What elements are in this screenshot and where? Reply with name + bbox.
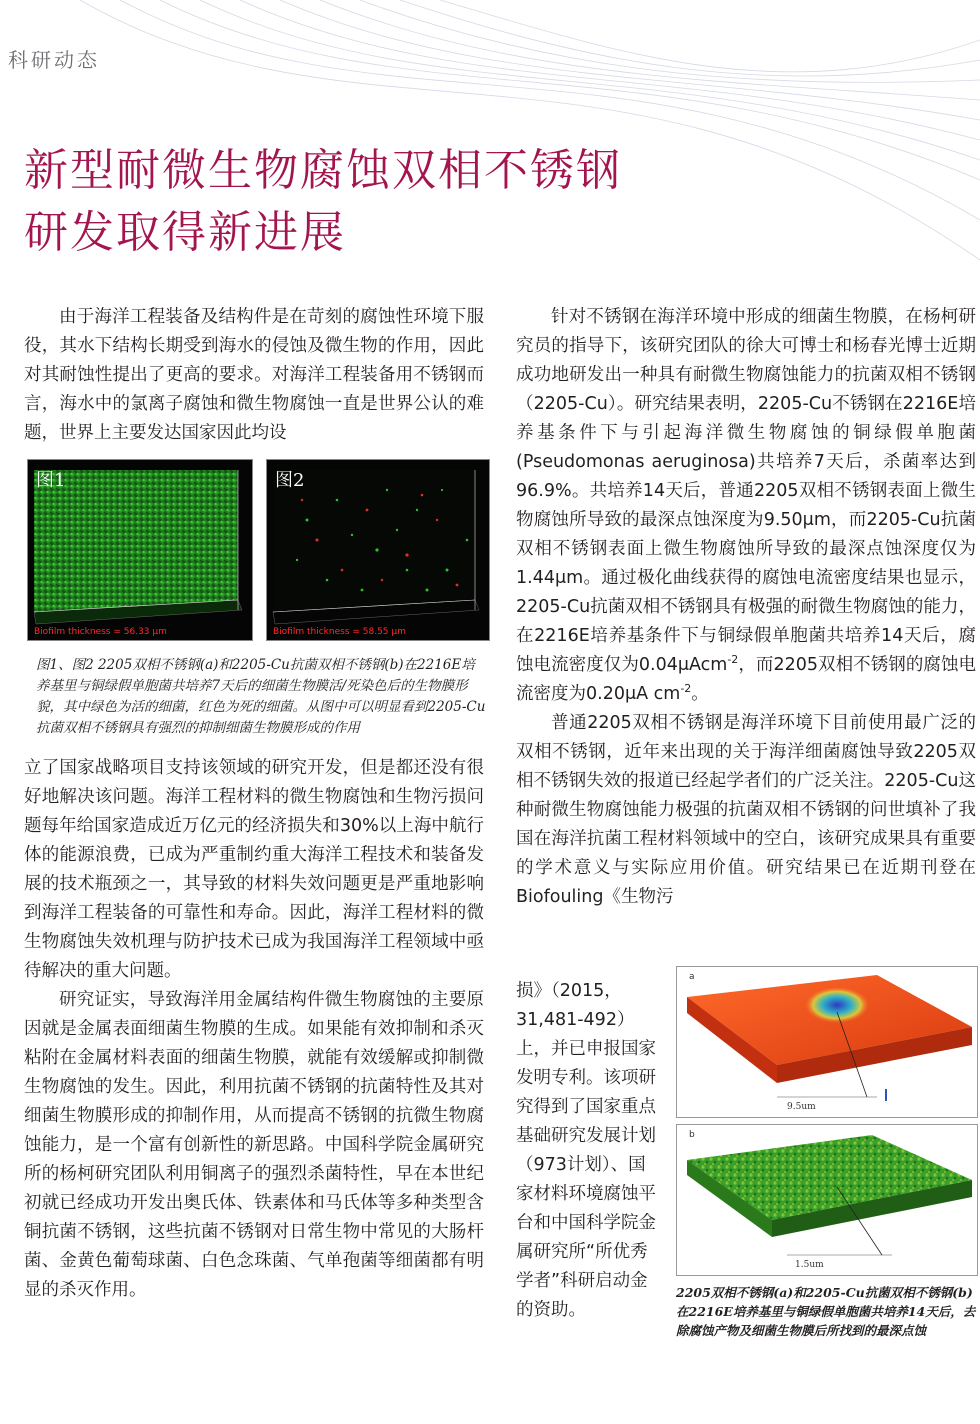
superscript: -2 [727,653,739,667]
paragraph-text: 。 [691,684,709,704]
paragraph: 普通2205双相不锈钢是海洋环境下目前使用最广泛的双相不锈钢，近年来出现的关于海洋细菌腐蚀导致2205双相不锈钢失效的报道已经起学者们的广泛关注。2205-Cu这种耐微生物腐蚀能力极强的抗菌双相不锈钢的问世填补了我国在海洋抗菌工程材料领域中的空白，该研究成果具有重要的学术意义与实际应用价值。研究结果已在近期刊登在Biofouling《生物污 [516,713,976,907]
left-column-bottom [24,754,484,1305]
figure-2-thickness: Biofilm thickness = 58.55 µm [273,627,406,637]
article-title [24,140,622,264]
figure-2-label: 图2 [275,470,305,491]
paragraph-text: ，而2205双相不锈钢的腐蚀电流密度为0.20μA cm [516,655,976,704]
title-line-1: 新型耐微生物腐蚀双相不锈钢 [24,145,622,196]
figure-3b-depth: 1.5um [795,1260,824,1270]
figure-1-image [27,459,253,641]
section-label: 科研动态 [8,48,100,72]
figure-2-image [266,459,490,641]
paragraph [516,303,976,709]
figure-3b-image [676,1124,978,1276]
figure-3-caption: 2205双相不锈钢(a)和2205-Cu抗菌双相不锈钢(b)在2216E培养基里与铜绿假单胞菌共培养14天后，去除腐蚀产物及细菌生物膜后所找到的最深点蚀 [676,1285,976,1338]
paragraph-text: 针对不锈钢在海洋环境中形成的细菌生物膜，在杨柯研究员的指导下，该研究团队的徐大可博士和杨春光博士近期成功地研发出一种具有耐微生物腐蚀能力的抗菌双相不锈钢（2205-Cu）。研究结果表明，2205-Cu不锈钢在2216E培养基条件下与引起海洋微生物腐蚀的铜绿假单胞菌(Pseudomonas aeruginosa)共培养7天后，杀菌率达到96.9%。共培养14天后，普通2205双相不锈钢表面上微生物腐蚀所导致的最深点蚀深度为9.50μm，而2205-Cu抗菌双相不锈钢表面上微生物腐蚀所导致的最深点蚀深度仅为1.44μm。通过极化曲线获得的腐蚀电流密度结果也显示，2205-Cu抗菌双相不锈钢具有极强的耐微生物腐蚀的能力，在2216E培养基条件下与铜绿假单胞菌共培养14天后，腐蚀电流密度仅为0.04μAcm [516,307,976,675]
figure-3b-surface-render [677,1125,977,1275]
left-column-top [24,303,484,448]
figure-1-label: 图1 [36,470,66,491]
figure-1-2-caption: 图1、图2 2205双相不锈钢(a)和2205-Cu抗菌双相不锈钢(b)在2216E培养基里与铜绿假单胞菌共培养7天后的细菌生物膜活/死染色后的生物膜形貌，其中绿色为活的细菌，红色为死的细菌。从图中可以明显看到2205-Cu抗菌双相不锈钢具有强烈的抑制细菌生物膜形成的作用 [36,657,486,736]
figure-3a-depth: 9.5um [787,1102,816,1112]
figure-3b-label: b [689,1130,695,1140]
figure-3a-surface-render [677,967,977,1117]
paragraph: 由于海洋工程装备及结构件是在苛刻的腐蚀性环境下服役，其水下结构长期受到海水的侵蚀及微生物的作用，因此对其耐蚀性提出了更高的要求。对海洋工程装备用不锈钢而言，海水中的氯离子腐蚀和微生物腐蚀一直是世界公认的难题，世界上主要发达国家因此均设 [24,307,484,443]
figure-3a-image [676,966,978,1118]
paragraph-continued: 损》（2015，31,481-492）上，并已申报国家发明专利。该项研究得到了国家重点基础研究发展计划（973计划）、国家材料环境腐蚀平台和中国科学院金属研究所“所优秀学者”科研启动金的资助。 [516,981,656,1320]
paragraph-continued: 立了国家战略项目支持该领域的研究开发，但是都还没有很好地解决该问题。海洋工程材料的微生物腐蚀和生物污损问题每年给国家造成近万亿元的经济损失和30%以上海中航行体的能源浪费，已成为严重制约重大海洋工程技术和装备发展的技术瓶颈之一，其导致的材料失效问题更是严重地影响到海洋工程装备的可靠性和寿命。因此，海洋工程材料的微生物腐蚀失效机理与防护技术已成为我国海洋工程领域中亟待解决的重大问题。 [24,758,484,981]
figure-3a-label: a [689,972,695,982]
figure-1-thickness: Biofilm thickness = 56.33 µm [34,627,167,637]
superscript: -2 [680,682,692,696]
title-line-2: 研发取得新进展 [24,207,346,258]
right-column-narrow [516,977,656,1325]
paragraph: 研究证实，导致海洋用金属结构件微生物腐蚀的主要原因就是金属表面细菌生物膜的生成。如果能有效抑制和杀灭粘附在金属材料表面的细菌生物膜，就能有效缓解或抑制微生物腐蚀的发生。因此，利用抗菌不锈钢的抗菌特性及其对细菌生物膜形成的抑制作用，从而提高不锈钢的抗微生物腐蚀能力，是一个富有创新性的新思路。中国科学院金属研究所的杨柯研究团队利用铜离子的强烈杀菌特性，早在本世纪初就已经成功开发出奥氏体、铁素体和马氏体等多种类型含铜抗菌不锈钢，这些抗菌不锈钢对日常生物中常见的大肠杆菌、金黄色葡萄球菌、白色念珠菌、气单孢菌等细菌都有明显的杀灭作用。 [24,990,484,1300]
right-column-top [516,303,976,912]
